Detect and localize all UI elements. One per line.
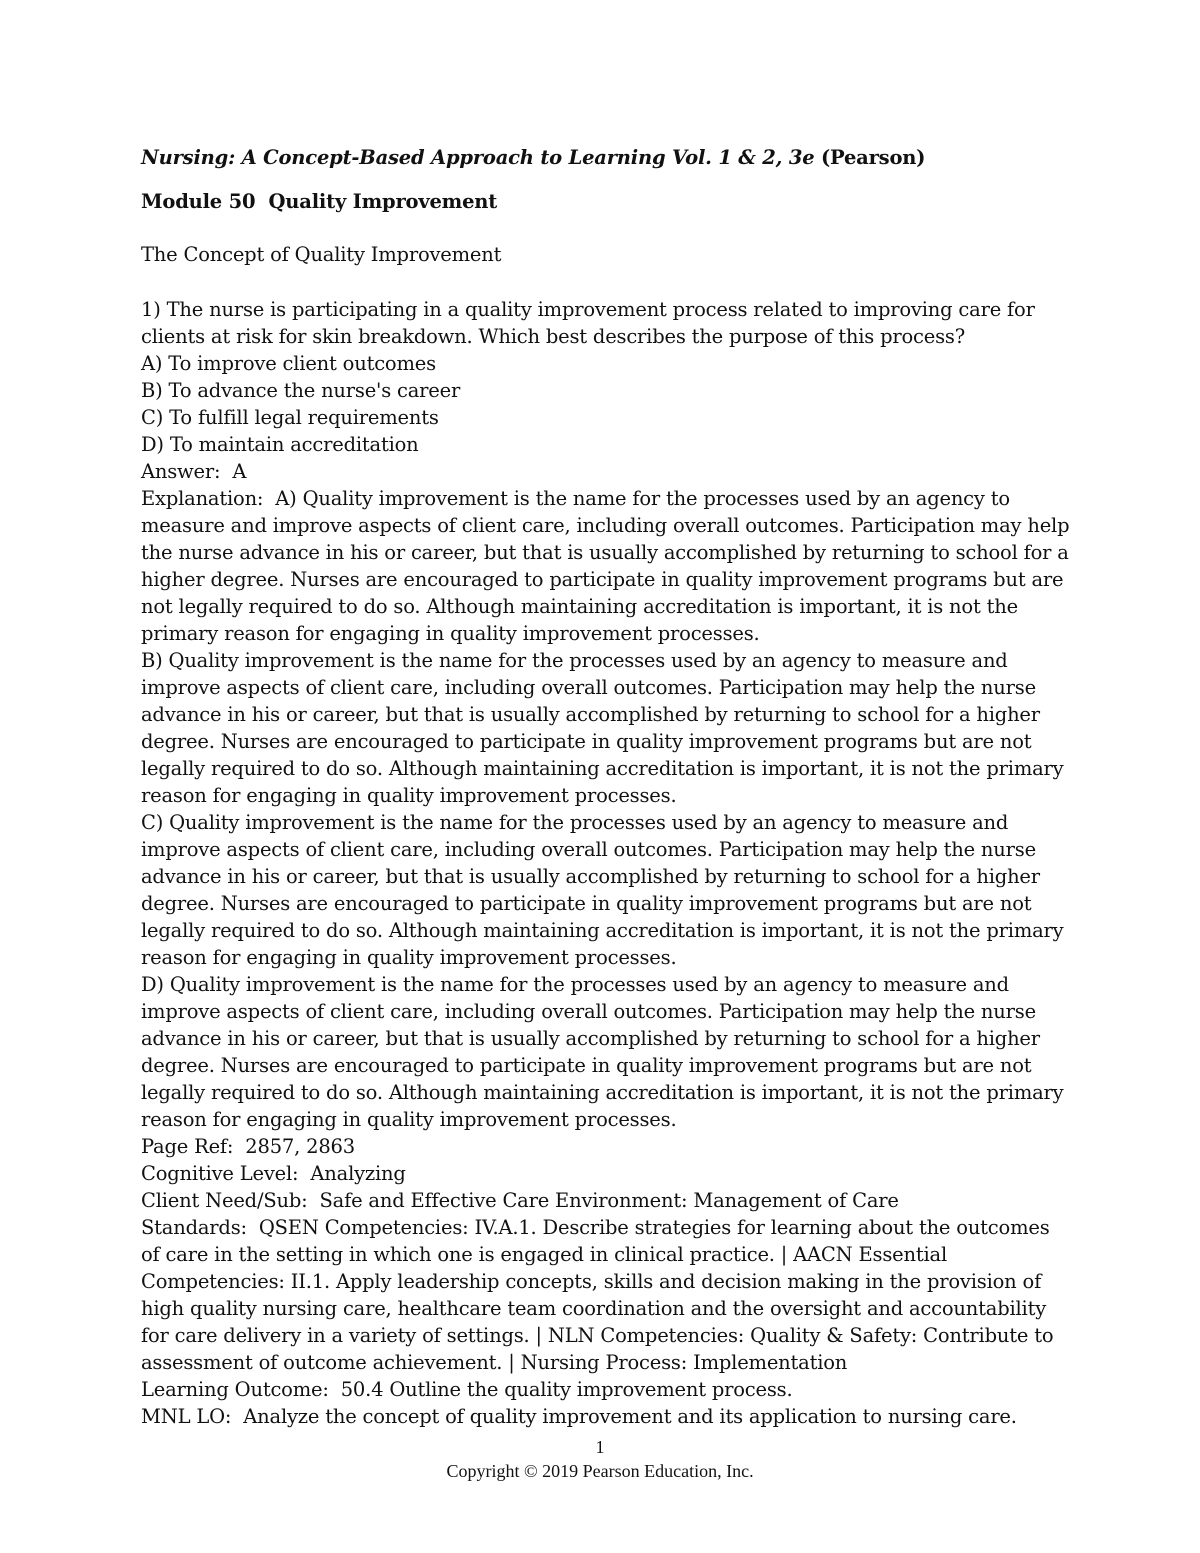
explanation-d: D) Quality improvement is the name for the processes used by an agency to measure and improve aspects of client care, including overall outcomes. Participation may help the nurse advance in his or career, but that is usually accomplished by returning to school for a higher degree. Nurses are encouraged to participate in quality improvement programs but are not legally required to do so. Although maintaining accreditation is important, it is not the primary reason for engaging in quality improvement processes. — [141, 973, 1064, 1131]
learning-outcome: Learning Outcome: 50.4 Outline the quality improvement process. — [141, 1378, 793, 1401]
concept-title: The Concept of Quality Improvement — [141, 243, 502, 266]
mnl-learning-outcome: MNL LO: Analyze the concept of quality improvement and its application to nursing care. — [141, 1405, 1017, 1428]
page-ref: Page Ref: 2857, 2863 — [141, 1135, 355, 1158]
standards: Standards: QSEN Competencies: IV.A.1. Describe strategies for learning about the outcomes of care in the setting in which one is engaged in clinical practice. | AACN Essential Competencies: II.1. Apply leadership concepts, skills and decision making in the provision of high quality nursing care, healthcare team coordination and the oversight and accountability for care delivery in a variety of settings. | NLN Competencies: Quality & Safety: Contribute to assessment of outcome achievement. | Nursing Process: Implementation — [141, 1216, 1060, 1374]
page-number: 1 — [595, 1437, 605, 1457]
question-stem: 1) The nurse is participating in a quality improvement process related to improving care for clients at risk for skin breakdown. Which best describes the purpose of this process? — [141, 298, 1035, 348]
book-title-italic: Nursing: A Concept-Based Approach to Learning Vol. 1 & 2, 3e — [141, 146, 815, 169]
option-b: B) To advance the nurse's career — [141, 379, 461, 402]
option-d: D) To maintain accreditation — [141, 433, 419, 456]
copyright-notice: Copyright © 2019 Pearson Education, Inc. — [446, 1461, 754, 1481]
question-block — [141, 296, 1076, 1430]
explanation-c: C) Quality improvement is the name for the processes used by an agency to measure and improve aspects of client care, including overall outcomes. Participation may help the nurse advance in his or career, but that is usually accomplished by returning to school for a higher degree. Nurses are encouraged to participate in quality improvement programs but are not legally required to do so. Although maintaining accreditation is important, it is not the primary reason for engaging in quality improvement processes. — [141, 811, 1064, 969]
explanation-b: B) Quality improvement is the name for the processes used by an agency to measure and improve aspects of client care, including overall outcomes. Participation may help the nurse advance in his or career, but that is usually accomplished by returning to school for a higher degree. Nurses are encouraged to participate in quality improvement programs but are not legally required to do so. Although maintaining accreditation is important, it is not the primary reason for engaging in quality improvement processes. — [141, 649, 1064, 807]
option-c: C) To fulfill legal requirements — [141, 406, 439, 429]
explanation-a: Explanation: A) Quality improvement is the name for the processes used by an agency to measure and improve aspects of client care, including overall outcomes. Participation may help the nurse advance in his or career, but that is usually accomplished by returning to school for a higher degree. Nurses are encouraged to participate in quality improvement programs but are not legally required to do so. Although maintaining accreditation is important, it is not the primary reason for engaging in quality improvement processes. — [141, 487, 1076, 645]
page-content — [141, 143, 1076, 1430]
option-a: A) To improve client outcomes — [141, 352, 436, 375]
cognitive-level: Cognitive Level: Analyzing — [141, 1162, 406, 1185]
module-title: Module 50 Quality Improvement — [141, 190, 498, 213]
answer: Answer: A — [141, 460, 247, 483]
book-title — [141, 143, 1071, 173]
book-title-publisher: (Pearson) — [821, 146, 926, 169]
client-need: Client Need/Sub: Safe and Effective Care Environment: Management of Care — [141, 1189, 899, 1212]
